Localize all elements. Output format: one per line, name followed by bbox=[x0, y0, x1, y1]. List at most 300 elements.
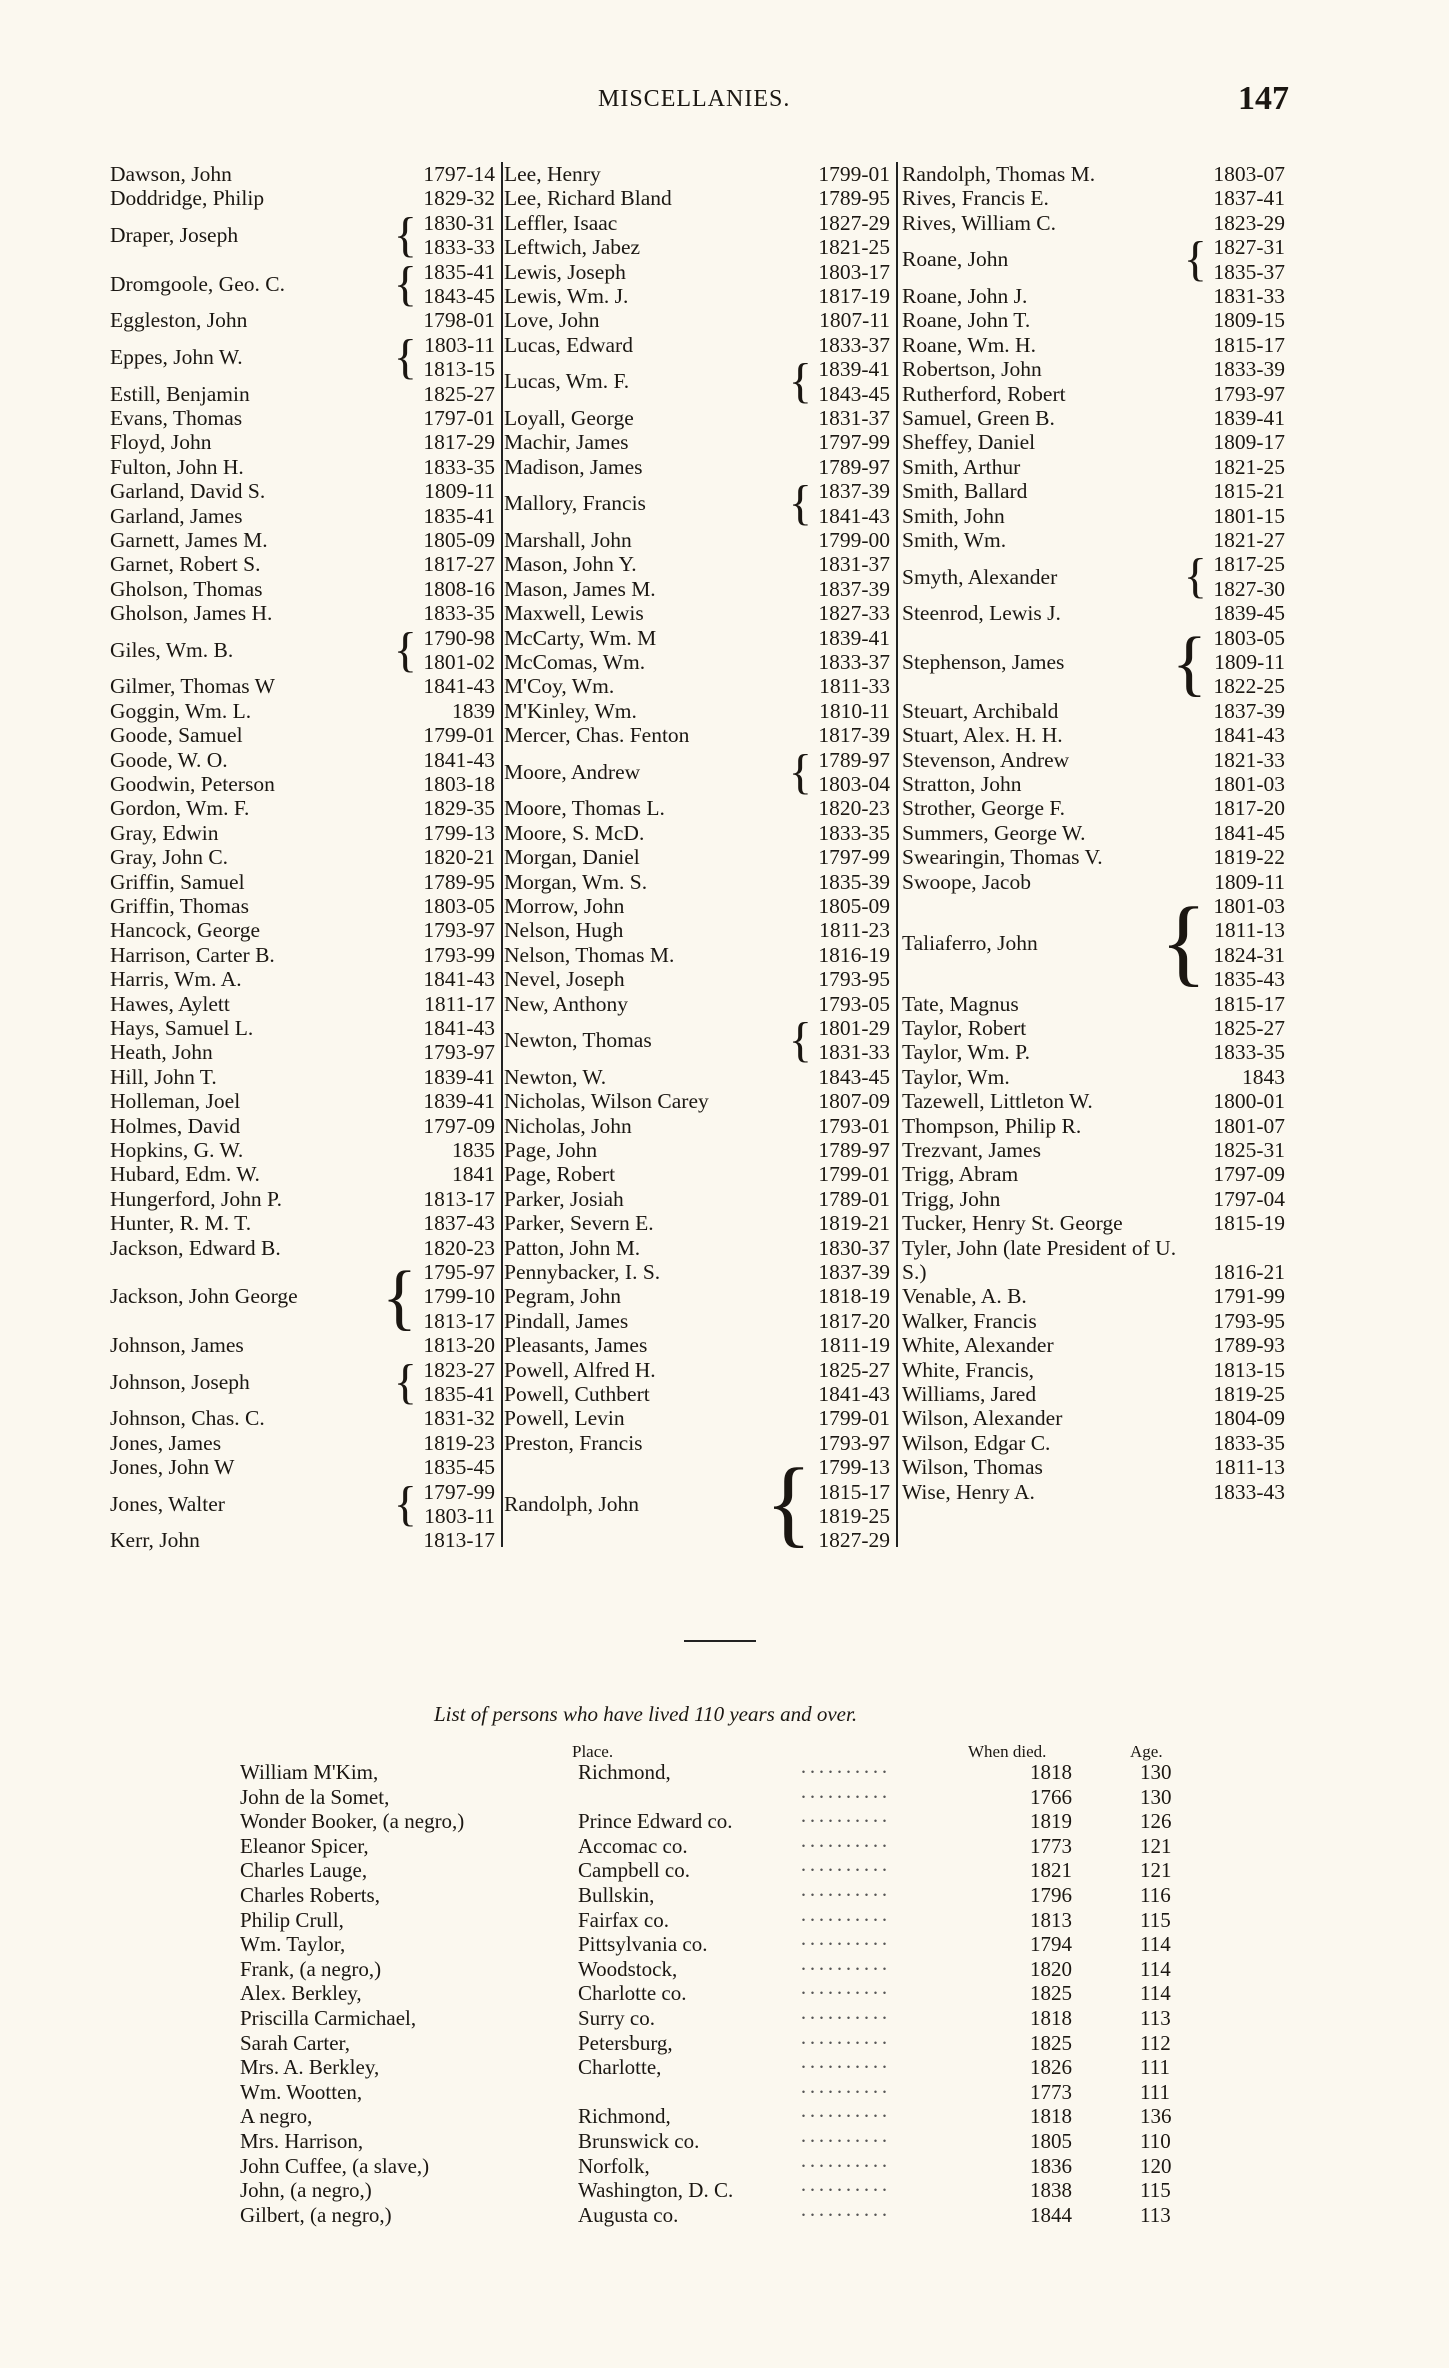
member-entry bbox=[110, 699, 495, 723]
place: Richmond, bbox=[578, 2104, 671, 2129]
year-died: 1773 bbox=[1030, 2079, 1072, 2104]
member-entry bbox=[110, 552, 495, 576]
member-name: Strother, George F. bbox=[902, 796, 1066, 821]
term-dates: 1790-98 bbox=[423, 625, 495, 650]
centenarian-row bbox=[240, 1957, 1240, 1981]
term-dates: 1837-43 bbox=[423, 1211, 495, 1236]
member-name: White, Alexander bbox=[902, 1333, 1054, 1358]
person-name: John de la Somet, bbox=[240, 1784, 390, 1809]
year-died: 1820 bbox=[1030, 1956, 1072, 1981]
dot-leader: ·········· bbox=[800, 1784, 890, 1809]
member-entry bbox=[504, 430, 890, 454]
term-dates: 1835-41 bbox=[423, 503, 495, 528]
person-name: A negro, bbox=[240, 2104, 313, 2129]
term-dates: 1841-43 bbox=[818, 503, 890, 528]
page-header bbox=[0, 80, 1449, 126]
term-dates: 1839-41 bbox=[1213, 406, 1285, 430]
place: Woodstock, bbox=[578, 1956, 678, 1981]
member-entry bbox=[902, 504, 1285, 528]
member-entry bbox=[902, 821, 1285, 845]
member-entry bbox=[110, 207, 495, 262]
term-dates: 1799-10 bbox=[423, 1284, 495, 1309]
term-dates: 1811-13 bbox=[1214, 918, 1285, 943]
term-dates: 1795-97 bbox=[423, 1260, 495, 1284]
member-entry bbox=[110, 1138, 495, 1162]
term-dates: 1811-33 bbox=[819, 674, 890, 699]
grouping-brace: { bbox=[1171, 621, 1207, 703]
member-name: Page, John bbox=[504, 1138, 598, 1162]
term-dates: 1805-09 bbox=[818, 894, 890, 918]
term-dates: 1813-15 bbox=[423, 357, 495, 382]
term-dates: 1815-19 bbox=[1213, 1211, 1285, 1236]
member-entry bbox=[902, 748, 1285, 772]
member-entry bbox=[110, 528, 495, 552]
member-name: Holleman, Joel bbox=[110, 1089, 241, 1114]
age: 115 bbox=[1140, 2178, 1171, 2203]
term-dates: 1819-25 bbox=[1213, 1382, 1285, 1406]
person-name: John, (a negro,) bbox=[240, 2178, 372, 2203]
centenarian-row bbox=[240, 2154, 1240, 2178]
member-name: Jackson, John George bbox=[110, 1284, 298, 1309]
term-dates: 1817-29 bbox=[423, 430, 495, 455]
grouping-brace: { bbox=[1183, 232, 1207, 287]
term-dates: 1827-29 bbox=[818, 1528, 890, 1553]
year-died: 1818 bbox=[1030, 2006, 1072, 2030]
member-name: Holmes, David bbox=[110, 1113, 241, 1138]
age: 136 bbox=[1140, 2104, 1172, 2129]
member-entry bbox=[504, 1382, 890, 1406]
term-dates: 1835-41 bbox=[423, 1381, 495, 1406]
member-name: Garnet, Robert S. bbox=[110, 552, 261, 577]
age: 113 bbox=[1140, 2202, 1171, 2227]
term-dates: 1799-01 bbox=[818, 1406, 890, 1431]
member-entry bbox=[902, 1382, 1285, 1406]
member-entry bbox=[902, 845, 1285, 869]
term-dates: 1837-39 bbox=[818, 479, 890, 504]
term-dates: 1789-95 bbox=[423, 869, 495, 894]
term-dates: 1793-05 bbox=[818, 991, 890, 1016]
member-name: Gholson, James H. bbox=[110, 601, 273, 626]
member-name: Pleasants, James bbox=[504, 1333, 648, 1358]
member-name: Taylor, Wm. P. bbox=[902, 1040, 1031, 1065]
term-dates: 1813-17 bbox=[423, 1528, 495, 1553]
term-dates: 1798-01 bbox=[423, 308, 495, 333]
member-entry bbox=[504, 211, 890, 235]
member-entry bbox=[504, 1187, 890, 1211]
member-entry bbox=[902, 888, 1285, 996]
member-name: McCarty, Wm. M bbox=[504, 625, 657, 650]
member-name: Hays, Samuel L. bbox=[110, 1016, 254, 1040]
member-entry bbox=[110, 256, 495, 311]
term-dates: 1835 bbox=[452, 1138, 495, 1162]
term-dates: 1827-33 bbox=[818, 601, 890, 626]
term-dates: 1843-45 bbox=[818, 1064, 890, 1089]
member-entry bbox=[504, 1333, 890, 1357]
member-name: Powell, Alfred H. bbox=[504, 1357, 656, 1382]
member-name: Johnson, James bbox=[110, 1333, 244, 1358]
year-died: 1794 bbox=[1030, 1932, 1072, 1957]
age: 114 bbox=[1140, 1981, 1171, 2006]
member-entry bbox=[504, 1284, 890, 1308]
member-entry bbox=[504, 260, 890, 284]
term-dates: 1833-35 bbox=[423, 454, 495, 479]
year-died: 1796 bbox=[1030, 1883, 1072, 1907]
grouping-brace: { bbox=[788, 476, 812, 531]
person-name: Alex. Berkley, bbox=[240, 1981, 362, 2006]
member-entry bbox=[110, 796, 495, 820]
term-dates: 1803-11 bbox=[424, 332, 495, 357]
term-dates: 1835-39 bbox=[818, 869, 890, 894]
centenarian-row bbox=[240, 2104, 1240, 2128]
centenarian-row bbox=[240, 2178, 1240, 2202]
member-entry bbox=[110, 162, 495, 186]
member-entry bbox=[110, 479, 495, 503]
term-dates: 1837-39 bbox=[818, 1260, 890, 1284]
member-entry bbox=[902, 699, 1285, 723]
member-name: Hubard, Edm. W. bbox=[110, 1162, 260, 1187]
member-name: Gray, John C. bbox=[110, 845, 229, 870]
year-died: 1838 bbox=[1030, 2178, 1072, 2203]
year-died: 1818 bbox=[1030, 2104, 1072, 2129]
person-name: Frank, (a negro,) bbox=[240, 1956, 382, 1981]
member-entry bbox=[110, 1040, 495, 1064]
member-entry bbox=[110, 821, 495, 845]
term-dates: 1817-25 bbox=[1213, 552, 1285, 577]
member-name: Smith, John bbox=[902, 503, 1005, 528]
member-entry bbox=[504, 796, 890, 820]
term-dates: 1837-39 bbox=[818, 576, 890, 601]
member-name: Tazewell, Littleton W. bbox=[902, 1089, 1093, 1114]
member-entry bbox=[110, 674, 495, 698]
member-name: Steuart, Archibald bbox=[902, 698, 1059, 723]
dot-leader: ·········· bbox=[800, 2006, 890, 2030]
term-dates: 1823-29 bbox=[1213, 210, 1285, 235]
member-name: Lee, Richard Bland bbox=[504, 186, 672, 211]
centenarian-row bbox=[240, 1908, 1240, 1932]
dot-leader: ·········· bbox=[800, 1760, 890, 1784]
member-name: Williams, Jared bbox=[902, 1382, 1037, 1406]
year-died: 1819 bbox=[1030, 1809, 1072, 1834]
member-entry bbox=[110, 406, 495, 430]
member-name: Garland, James bbox=[110, 503, 243, 528]
place: Pittsylvania co. bbox=[578, 1932, 708, 1957]
member-name: Fulton, John H. bbox=[110, 454, 244, 479]
grouping-brace: { bbox=[393, 622, 417, 677]
member-name: Stevenson, Andrew bbox=[902, 747, 1070, 772]
member-entry bbox=[110, 186, 495, 210]
member-entry bbox=[504, 162, 890, 186]
member-name: Hawes, Aylett bbox=[110, 991, 230, 1016]
dot-leader: ·········· bbox=[800, 2129, 890, 2153]
member-entry bbox=[902, 992, 1285, 1016]
member-entry bbox=[902, 1016, 1285, 1040]
member-entry bbox=[902, 430, 1285, 454]
person-name: Wm. Wootten, bbox=[240, 2079, 363, 2104]
member-entry bbox=[902, 1431, 1285, 1455]
grouping-brace: { bbox=[393, 1476, 417, 1531]
member-name: Johnson, Chas. C. bbox=[110, 1406, 265, 1431]
grouping-brace: { bbox=[1160, 888, 1207, 996]
member-name: Smith, Ballard bbox=[902, 479, 1028, 504]
term-dates: 1801-15 bbox=[1213, 503, 1285, 528]
member-name: Draper, Joseph bbox=[110, 222, 239, 247]
term-dates: 1831-32 bbox=[423, 1406, 495, 1431]
member-name: Kerr, John bbox=[110, 1528, 200, 1553]
term-dates: 1799-01 bbox=[423, 723, 495, 748]
member-name: Jones, John W bbox=[110, 1455, 235, 1480]
term-dates: 1801-03 bbox=[1213, 772, 1285, 796]
member-entry bbox=[110, 1406, 495, 1430]
member-entry bbox=[110, 1114, 495, 1138]
member-name: Taylor, Robert bbox=[902, 1016, 1027, 1040]
member-entry bbox=[504, 406, 890, 430]
member-name: M'Coy, Wm. bbox=[504, 674, 615, 699]
member-name: Hopkins, G. W. bbox=[110, 1138, 244, 1162]
age: 126 bbox=[1140, 1809, 1172, 1834]
term-dates: 1825-31 bbox=[1213, 1138, 1285, 1162]
age-header: Age. bbox=[1130, 1742, 1163, 1761]
member-name: Heath, John bbox=[110, 1040, 213, 1065]
term-dates: 1789-97 bbox=[818, 454, 890, 479]
year-died: 1826 bbox=[1030, 2055, 1072, 2080]
term-dates: 1833-37 bbox=[818, 650, 890, 674]
member-entry bbox=[504, 1260, 890, 1284]
year-died: 1766 bbox=[1030, 1784, 1072, 1809]
member-name: Eppes, John W. bbox=[110, 344, 243, 369]
term-dates: 1820-23 bbox=[818, 796, 890, 821]
member-name: Lucas, Wm. F. bbox=[504, 369, 630, 394]
place: Charlotte co. bbox=[578, 1981, 687, 2006]
term-dates: 1811-19 bbox=[819, 1333, 890, 1358]
member-name: Morgan, Daniel bbox=[504, 845, 640, 870]
member-entry bbox=[902, 1065, 1285, 1089]
member-entry bbox=[902, 549, 1285, 604]
term-dates: 1793-97 bbox=[818, 1430, 890, 1455]
dot-leader: ·········· bbox=[800, 1907, 890, 1932]
member-name: Evans, Thomas bbox=[110, 406, 243, 430]
term-dates: 1833-35 bbox=[423, 601, 495, 626]
member-entry bbox=[504, 333, 890, 357]
member-name: Swearingin, Thomas V. bbox=[902, 845, 1103, 870]
term-dates: 1797-99 bbox=[818, 430, 890, 455]
member-entry bbox=[504, 1358, 890, 1382]
person-name: Mrs. Harrison, bbox=[240, 2129, 364, 2153]
member-name: Smyth, Alexander bbox=[902, 564, 1058, 589]
term-dates: 1841-45 bbox=[1213, 820, 1285, 845]
member-entry bbox=[902, 1333, 1285, 1357]
term-dates: 1820-23 bbox=[423, 1235, 495, 1260]
member-name: Thompson, Philip R. bbox=[902, 1113, 1082, 1138]
age: 114 bbox=[1140, 1956, 1171, 1981]
member-entry bbox=[902, 723, 1285, 747]
died-header: When died. bbox=[968, 1742, 1047, 1761]
member-entry bbox=[902, 601, 1285, 625]
member-name: Taylor, Wm. bbox=[902, 1064, 1010, 1089]
member-entry bbox=[110, 601, 495, 625]
term-dates: 1799-00 bbox=[818, 528, 890, 552]
age: 120 bbox=[1140, 2153, 1172, 2178]
place: Augusta co. bbox=[578, 2202, 679, 2227]
member-name: McComas, Wm. bbox=[504, 650, 646, 674]
term-dates: 1839-45 bbox=[1213, 601, 1285, 626]
member-entry bbox=[110, 1211, 495, 1235]
member-entry bbox=[504, 870, 890, 894]
term-dates: 1839-41 bbox=[423, 1064, 495, 1089]
member-name: Leffler, Isaac bbox=[504, 210, 618, 235]
term-dates: 1801-03 bbox=[1213, 894, 1285, 918]
member-name: Gordon, Wm. F. bbox=[110, 796, 250, 821]
term-dates: 1833-37 bbox=[818, 332, 890, 357]
member-entry bbox=[902, 211, 1285, 235]
term-dates: 1813-17 bbox=[423, 1186, 495, 1211]
person-name: Mrs. A. Berkley, bbox=[240, 2055, 380, 2080]
member-entry bbox=[504, 1065, 890, 1089]
member-name: Garland, David S. bbox=[110, 479, 266, 504]
member-entry bbox=[902, 1089, 1285, 1113]
member-name: Robertson, John bbox=[902, 357, 1042, 382]
member-name: Madison, James bbox=[504, 454, 643, 479]
age: 110 bbox=[1140, 2129, 1171, 2153]
term-dates: 1797-99 bbox=[423, 1479, 495, 1504]
term-dates: 1820-21 bbox=[423, 845, 495, 870]
member-entry bbox=[110, 1187, 495, 1211]
grouping-brace: { bbox=[393, 256, 417, 311]
term-dates: 1817-39 bbox=[818, 723, 890, 748]
member-entry bbox=[110, 967, 495, 991]
person-name: Philip Crull, bbox=[240, 1907, 344, 1932]
member-entry bbox=[110, 504, 495, 528]
member-entry bbox=[504, 699, 890, 723]
term-dates: 1789-93 bbox=[1213, 1333, 1285, 1358]
term-dates: 1789-97 bbox=[818, 747, 890, 772]
term-dates: 1809-17 bbox=[1213, 430, 1285, 455]
member-name: Tucker, Henry St. George bbox=[902, 1211, 1123, 1236]
member-entry bbox=[902, 528, 1285, 552]
member-name: Mercer, Chas. Fenton bbox=[504, 723, 690, 748]
member-entry bbox=[110, 1065, 495, 1089]
term-dates: 1822-25 bbox=[1213, 674, 1285, 699]
dot-leader: ·········· bbox=[800, 1956, 890, 1981]
term-dates: 1815-21 bbox=[1213, 479, 1285, 504]
term-dates: 1818-19 bbox=[818, 1284, 890, 1309]
member-name: Estill, Benjamin bbox=[110, 381, 250, 406]
centenarian-row bbox=[240, 1834, 1240, 1858]
member-name: Goode, W. O. bbox=[110, 747, 228, 772]
term-dates: 1815-17 bbox=[1213, 991, 1285, 1016]
member-entry bbox=[504, 552, 890, 576]
member-entry bbox=[110, 382, 495, 406]
member-name: Randolph, Thomas M. bbox=[902, 162, 1096, 186]
member-name: Loyall, George bbox=[504, 406, 634, 430]
member-name: Trigg, John bbox=[902, 1186, 1001, 1211]
term-dates: 1829-32 bbox=[423, 186, 495, 211]
member-entry bbox=[902, 1187, 1285, 1211]
term-dates: 1800-01 bbox=[1213, 1089, 1285, 1114]
member-entry bbox=[504, 186, 890, 210]
member-entry bbox=[110, 870, 495, 894]
member-name: Moore, Andrew bbox=[504, 759, 641, 784]
member-name: White, Francis, bbox=[902, 1357, 1034, 1382]
dot-leader: ·········· bbox=[800, 1858, 890, 1883]
member-name: Goggin, Wm. L. bbox=[110, 698, 252, 723]
term-dates: 1821-25 bbox=[818, 235, 890, 260]
member-name: Lewis, Joseph bbox=[504, 259, 626, 284]
dot-leader: ·········· bbox=[800, 2055, 890, 2080]
member-entry bbox=[110, 308, 495, 332]
member-name: Lucas, Edward bbox=[504, 332, 633, 357]
term-dates: 1793-97 bbox=[1213, 381, 1285, 406]
member-name: Hunter, R. M. T. bbox=[110, 1211, 252, 1236]
term-dates: 1817-20 bbox=[818, 1308, 890, 1333]
member-name: Tate, Magnus bbox=[902, 991, 1019, 1016]
term-dates: 1835-43 bbox=[1213, 967, 1285, 992]
member-name: Pennybacker, I. S. bbox=[504, 1260, 661, 1284]
term-dates: 1819-25 bbox=[818, 1503, 890, 1528]
member-name: Wilson, Alexander bbox=[902, 1406, 1063, 1431]
term-dates: 1813-15 bbox=[1213, 1357, 1285, 1382]
member-name: Gholson, Thomas bbox=[110, 576, 263, 601]
term-dates: 1789-95 bbox=[818, 186, 890, 211]
grouping-brace: { bbox=[1183, 549, 1207, 604]
term-dates: 1821-27 bbox=[1213, 528, 1285, 552]
term-dates: 1841-43 bbox=[1213, 723, 1285, 748]
member-name: Goodwin, Peterson bbox=[110, 772, 275, 796]
centenarian-row bbox=[240, 2031, 1240, 2055]
member-name: Smith, Arthur bbox=[902, 454, 1021, 479]
term-dates: 1815-17 bbox=[818, 1479, 890, 1504]
member-entry bbox=[902, 1480, 1285, 1504]
member-entry bbox=[902, 1406, 1285, 1430]
member-entry bbox=[504, 284, 890, 308]
term-dates: 1843-45 bbox=[423, 283, 495, 308]
member-entry bbox=[110, 918, 495, 942]
dot-leader: ·········· bbox=[800, 2178, 890, 2203]
member-name: Hill, John T. bbox=[110, 1064, 217, 1089]
place: Bullskin, bbox=[578, 1883, 655, 1907]
dot-leader: ·········· bbox=[800, 1981, 890, 2006]
member-name: Sheffey, Daniel bbox=[902, 430, 1036, 455]
member-name: Trezvant, James bbox=[902, 1138, 1041, 1162]
person-name: Priscilla Carmichael, bbox=[240, 2006, 417, 2030]
place: Surry co. bbox=[578, 2006, 655, 2030]
term-dates: 1833-43 bbox=[1213, 1479, 1285, 1504]
grouping-brace: { bbox=[393, 1354, 417, 1409]
place: Richmond, bbox=[578, 1760, 671, 1784]
term-dates: 1835-45 bbox=[423, 1455, 495, 1480]
term-dates: 1817-19 bbox=[818, 284, 890, 308]
place: Prince Edward co. bbox=[578, 1809, 733, 1834]
term-dates: 1807-11 bbox=[819, 308, 890, 333]
member-entry bbox=[902, 308, 1285, 332]
place: Washington, D. C. bbox=[578, 2178, 734, 2203]
member-entry bbox=[110, 723, 495, 747]
grouping-brace: { bbox=[765, 1449, 812, 1558]
member-name: Wilson, Thomas bbox=[902, 1455, 1043, 1480]
grouping-brace: { bbox=[381, 1256, 417, 1337]
member-entry bbox=[504, 1138, 890, 1162]
centenarian-list-title: List of persons who have lived 110 years and over. bbox=[434, 1702, 858, 1726]
term-dates: 1825-27 bbox=[423, 381, 495, 406]
member-name: Griffin, Thomas bbox=[110, 894, 249, 918]
member-entry bbox=[902, 232, 1285, 287]
member-name: Dromgoole, Geo. C. bbox=[110, 271, 285, 296]
place: Accomac co. bbox=[578, 1833, 688, 1858]
term-dates: 1825-27 bbox=[818, 1357, 890, 1382]
term-dates: 1833-35 bbox=[1213, 1040, 1285, 1065]
member-entry bbox=[504, 744, 890, 799]
term-dates: 1809-15 bbox=[1213, 308, 1285, 333]
member-entry bbox=[504, 918, 890, 942]
